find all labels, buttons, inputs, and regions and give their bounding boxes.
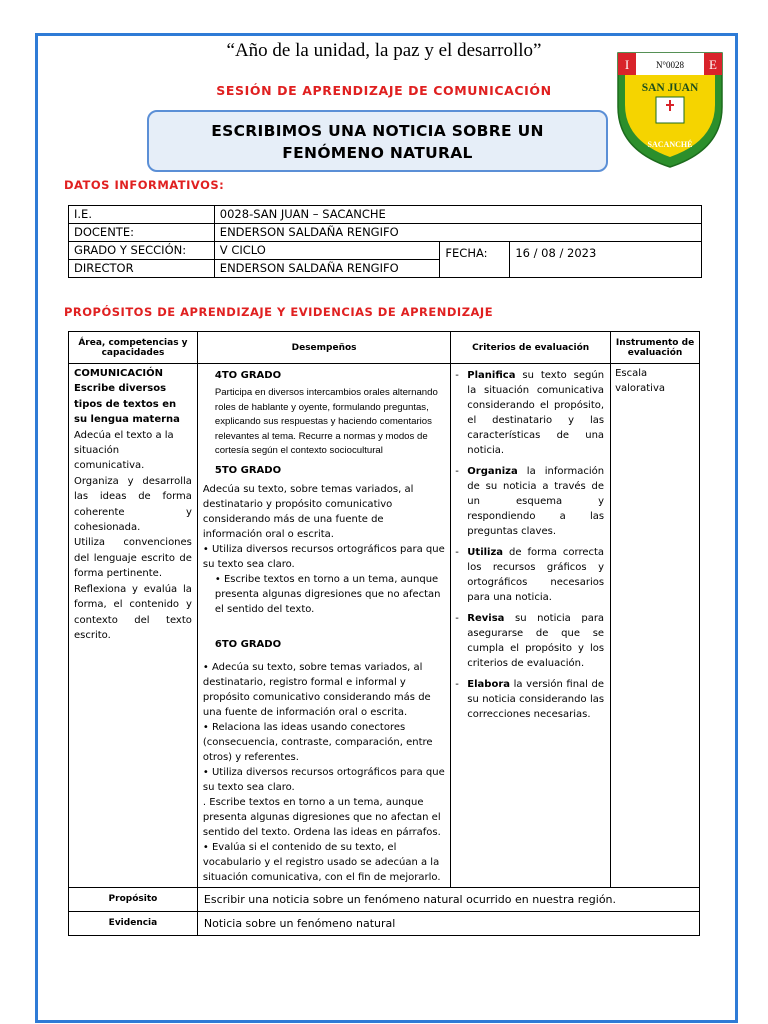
- criterio-text: su noticia para asegurarse de que se cumpla el propósito y los criterios de evaluación.: [467, 613, 605, 669]
- crest-name: SAN JUAN: [641, 82, 699, 94]
- grade-5-p2: • Utiliza diversos recursos ortográficos para que su texto sea claro.: [202, 543, 445, 570]
- director-value: ENDERSON SALDAÑA RENGIFO: [214, 260, 440, 278]
- proposito-label: Propósito: [69, 887, 198, 911]
- criterio-bullet: -: [455, 613, 459, 624]
- instrumento-cell: Escala valorativa: [611, 364, 700, 888]
- criterio-item: [455, 611, 604, 671]
- crest-place: SACANCHÉ: [647, 140, 693, 149]
- capacidad-4: Reflexiona y evalúa la forma, el contenido y contexto del texto escrito.: [74, 583, 192, 641]
- info-row-ie: [69, 206, 702, 224]
- grade-6-p2: • Relaciona las ideas usando conectores (consecuencia, contraste, comparación, entre otros) y referentes.: [202, 721, 433, 763]
- header-criterios: Criterios de evaluación: [451, 332, 611, 364]
- session-subtitle: SESIÓN DE APRENDIZAJE DE COMUNICACIÓN: [216, 83, 552, 98]
- criterio-text: su texto según la situación comunicativa considerando el propósito, el destinatario y las características de una noticia.: [467, 370, 605, 456]
- fecha-value: 16 / 08 / 2023: [510, 242, 702, 278]
- criterio-item: [455, 545, 604, 605]
- fecha-label: FECHA:: [440, 242, 510, 278]
- docente-label: DOCENTE:: [69, 224, 215, 242]
- session-title: [147, 110, 608, 172]
- director-label: DIRECTOR: [69, 260, 215, 278]
- criterio-item: [455, 677, 604, 722]
- criterio-bullet: -: [455, 547, 459, 558]
- criterio-text: la versión final de su noticia considerando las correcciones necesarias.: [467, 679, 605, 720]
- ie-value: 0028-SAN JUAN – SACANCHE: [214, 206, 701, 224]
- grade-6-p5: • Evalúa si el contenido de su texto, el vocabulario y el registro usado se adecúan a la situación comunicativa, con el fin de mejorarlo.: [202, 841, 441, 883]
- area-cell: [69, 364, 198, 888]
- competencia: Escribe diversos tipos de textos en su lengua materna: [74, 383, 180, 426]
- grade-6-title: 6TO GRADO: [214, 638, 282, 650]
- proposito-row: [69, 887, 700, 911]
- criterio-text: de forma correcta los recursos gráficos y ortográficos necesarios para una noticia.: [467, 547, 605, 603]
- title-line-1: ESCRIBIMOS UNA NOTICIA SOBRE UN: [211, 122, 544, 140]
- grado-value: V CICLO: [214, 242, 440, 260]
- grade-5-p1: Adecúa su texto, sobre temas variados, al destinatario y propósito comunicativo considerando más de una fuente de información oral o escrita.: [202, 483, 414, 540]
- criterio-keyword: Organiza: [467, 466, 518, 477]
- criterio-text: la información de su noticia a través de un esquema y respondiendo a las preguntas claves.: [467, 466, 605, 537]
- criterio-bullet: -: [455, 466, 459, 477]
- evidencia-row: [69, 911, 700, 935]
- grade-4-title: 4TO GRADO: [214, 370, 282, 381]
- crest-number: N°0028: [655, 60, 685, 70]
- criterio-keyword: Utiliza: [467, 547, 504, 558]
- grade-5-p3: • Escribe textos en torno a un tema, aunque presenta algunas digresiones que no afectan el sentido del texto.: [214, 573, 441, 615]
- ie-label: I.E.: [69, 206, 215, 224]
- criterio-keyword: Planifica: [467, 370, 516, 381]
- capacidad-2: Organiza y desarrolla las ideas de forma coherente y cohesionada.: [74, 475, 192, 534]
- evidencia-value: Noticia sobre un fenómeno natural: [197, 911, 699, 935]
- criterio-item: [455, 368, 604, 458]
- info-table: [68, 205, 702, 278]
- proposito-value: Escribir una noticia sobre un fenómeno natural ocurrido en nuestra región.: [197, 887, 699, 911]
- criterio-keyword: Elabora: [467, 679, 511, 690]
- evidencia-label: Evidencia: [69, 911, 198, 935]
- header-instrumento: Instrumento de evaluación: [611, 332, 700, 364]
- year-motto: “Año de la unidad, la paz y el desarrollo”: [226, 40, 542, 61]
- header-desempenos: Desempeños: [197, 332, 450, 364]
- grade-4-text: Participa en diversos intercambios orales alternando roles de hablante y oyente, formulando preguntas, explicando sus respuestas y haciendo comentarios relevantes al tema. Recurre a normas y modos de cortesía según el contexto sociocultural: [214, 387, 438, 456]
- criterio-bullet: -: [455, 679, 459, 690]
- grade-6-p1: • Adecúa su texto, sobre temas variados, al destinatario, registro formal e informal y propósito comunicativo considerando más de una fuente de información oral o escrita.: [202, 661, 431, 718]
- desempenos-cell: [197, 364, 450, 888]
- criterio-bullet: -: [455, 370, 459, 381]
- criterios-cell: [451, 364, 611, 888]
- header-area: Área, competencias y capacidades: [69, 332, 198, 364]
- capacidad-3: Utiliza convenciones del lenguaje escrito de forma pertinente.: [74, 537, 192, 580]
- school-crest-logo: [610, 45, 730, 170]
- criterio-item: [455, 464, 604, 539]
- content-row: [69, 364, 700, 888]
- docente-value: ENDERSON SALDAÑA RENGIFO: [214, 224, 701, 242]
- propositos-table: [68, 331, 700, 936]
- datos-heading: DATOS INFORMATIVOS:: [64, 178, 225, 192]
- grade-6-p4: . Escribe textos en torno a un tema, aunque presenta algunas digresiones que no afectan el sentido del texto. Ordena las ideas en párrafos.: [202, 796, 441, 838]
- info-row-grado: [69, 242, 702, 260]
- title-line-2: FENÓMENO NATURAL: [282, 144, 473, 162]
- crest-letter-e: E: [709, 57, 717, 72]
- criterio-keyword: Revisa: [467, 613, 505, 624]
- table-header-row: [69, 332, 700, 364]
- area-title: COMUNICACIÓN: [74, 368, 164, 379]
- grade-5-title: 5TO GRADO: [214, 464, 282, 476]
- propositos-heading: PROPÓSITOS DE APRENDIZAJE Y EVIDENCIAS DE APRENDIZAJE: [64, 305, 494, 319]
- crest-letter-i: I: [624, 57, 630, 72]
- grado-label: GRADO Y SECCIÓN:: [69, 242, 215, 260]
- grade-6-p3: • Utiliza diversos recursos ortográficos para que su texto sea claro.: [202, 766, 445, 793]
- capacidad-1: Adecúa el texto a la situación comunicativa.: [74, 429, 174, 472]
- info-row-docente: [69, 224, 702, 242]
